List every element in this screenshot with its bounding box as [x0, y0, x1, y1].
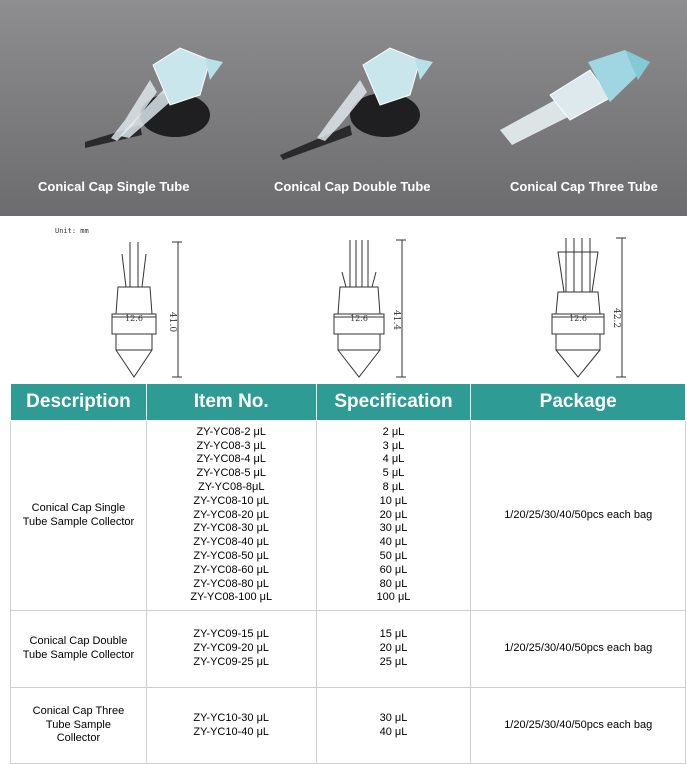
list-entry: ZY-YC09-25 μL [193, 655, 270, 668]
list-entry: ZY-YC08-60 μL [193, 563, 270, 576]
single-tube-label: Conical Cap Single Tube [38, 179, 190, 194]
list-entry: 5 μL [382, 467, 405, 480]
list-entry: 20 μL [379, 508, 408, 521]
double-tube-drawing [320, 232, 415, 382]
list-entry: 8 μL [382, 481, 405, 493]
item-list [146, 421, 316, 611]
width-dimension: 12.6 [569, 314, 587, 323]
list-entry: 30 μL [379, 711, 408, 724]
height-dimension: 41.0 [167, 312, 177, 333]
double-tube-collector-image [255, 20, 455, 170]
package-cell: 1/20/25/30/40/50pcs each bag [471, 421, 686, 611]
product-photo-banner [0, 0, 687, 216]
width-dimension: 12.6 [350, 314, 368, 323]
list-entry: 50 μL [379, 549, 408, 562]
package-cell: 1/20/25/30/40/50pcs each bag [471, 688, 686, 764]
list-entry: 40 μL [379, 725, 408, 738]
single-tube-drawing [100, 232, 190, 382]
double-tube-label: Conical Cap Double Tube [274, 179, 431, 194]
list-entry: ZY-YC08-5 μL [196, 467, 266, 480]
three-tube-label: Conical Cap Three Tube [510, 179, 658, 194]
list-entry: 30 μL [379, 522, 408, 535]
width-dimension: 12.6 [125, 314, 143, 323]
description-cell: Conical Cap Three Tube Sample Collector [11, 688, 147, 764]
product-table [10, 383, 686, 764]
spec-list [316, 611, 471, 688]
list-entry: ZY-YC08-40 μL [193, 536, 270, 549]
list-entry: 60 μL [379, 563, 408, 576]
list-entry: ZY-YC08-30 μL [193, 522, 270, 535]
item-list [146, 611, 316, 688]
package-cell: 1/20/25/30/40/50pcs each bag [471, 611, 686, 688]
list-entry: 4 μL [382, 453, 405, 466]
list-entry: 100 μL [376, 591, 411, 604]
list-entry: 80 μL [379, 577, 408, 590]
list-entry: ZY-YC08-100 μL [190, 591, 273, 604]
height-dimension: 41.4 [391, 310, 401, 331]
three-tube-collector-image [480, 20, 680, 170]
list-entry: ZY-YC10-40 μL [193, 725, 270, 738]
list-entry: ZY-YC08-3 μL [196, 439, 266, 452]
header-specification: Specification [316, 384, 471, 421]
height-dimension: 42.2 [611, 308, 621, 329]
single-tube-collector-image [45, 20, 245, 170]
spec-list [316, 688, 471, 764]
list-entry: 20 μL [379, 642, 408, 655]
spec-list [316, 421, 471, 611]
table-row [11, 688, 686, 764]
list-entry: ZY-YC09-15 μL [193, 628, 270, 641]
list-entry: ZY-YC10-30 μL [193, 711, 270, 724]
list-entry: ZY-YC08-80 μL [193, 577, 270, 590]
list-entry: ZY-YC08-2 μL [196, 425, 266, 438]
header-description: Description [11, 384, 147, 421]
list-entry: ZY-YC08-20 μL [193, 508, 270, 521]
three-tube-drawing [540, 232, 635, 382]
description-cell: Conical Cap Single Tube Sample Collector [11, 421, 147, 611]
header-item-no: Item No. [146, 384, 316, 421]
list-entry: 10 μL [379, 494, 408, 507]
list-entry: 25 μL [379, 655, 408, 668]
list-entry: ZY-YC08-10 μL [193, 494, 270, 507]
list-entry: ZY-YC08-50 μL [193, 549, 270, 562]
description-cell: Conical Cap Double Tube Sample Collector [11, 611, 147, 688]
table-header-row [11, 384, 686, 421]
unit-label: Unit: mm [55, 227, 89, 235]
item-list [146, 688, 316, 764]
list-entry: 15 μL [379, 628, 408, 641]
list-entry: ZY-YC08-8μL [197, 481, 265, 493]
table-row [11, 611, 686, 688]
table-row [11, 421, 686, 611]
list-entry: ZY-YC09-20 μL [193, 642, 270, 655]
list-entry: 3 μL [382, 439, 405, 452]
list-entry: 40 μL [379, 536, 408, 549]
list-entry: 2 μL [382, 425, 405, 438]
header-package: Package [471, 384, 686, 421]
list-entry: ZY-YC08-4 μL [196, 453, 266, 466]
